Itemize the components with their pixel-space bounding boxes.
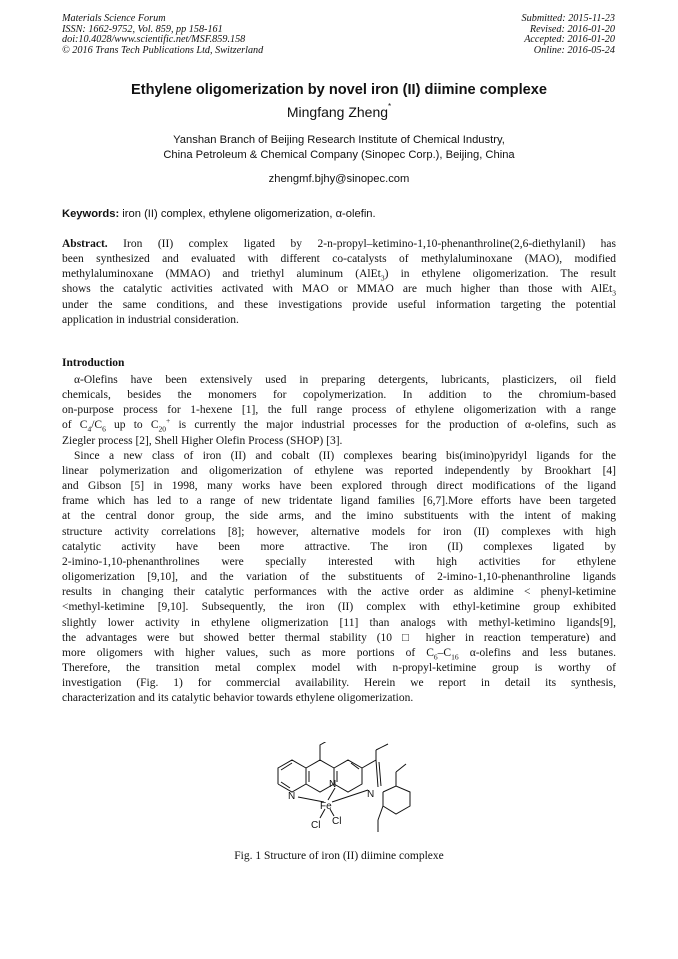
online-date: Online: 2016-05-24 (533, 44, 615, 56)
abstract-line: under the same conditions, and these investigations provide useful information targeting the potential (62, 298, 616, 311)
affiliation-line: Yanshan Branch of Beijing Research Institute of Chemical Industry, (173, 134, 505, 146)
paragraph-line: catalytic activity have been more attractive. The iron (II) complexes ligated by (62, 540, 616, 553)
paper-title: Ethylene oligomerization by novel iron (II) diimine complexe (131, 82, 547, 98)
dates-header (522, 14, 615, 56)
keywords-text: iron (II) complex, ethylene oligomerization, α-olefin. (119, 208, 376, 220)
paragraph-line: slightly lower activity in ethylene oligmerization [11] than analogs with methyl-ketimino ligands[9], (62, 616, 616, 629)
affiliation-line: China Petroleum & Chemical Company (Sinopec Corp.), Beijing, China (163, 148, 515, 161)
keywords-label: Keywords: (62, 208, 120, 220)
section-heading-introduction: Introduction (62, 357, 125, 369)
paragraph-line: <methyl-ketimine [9,10]. Subsequently, the iron (II) complex with ethyl-ketimine group exhibited (62, 601, 616, 614)
paragraph-line: and Gibson [5] in 1998, many works have been explored through direct modifications of the ligand (62, 480, 616, 493)
author-line (0, 104, 678, 120)
iron-diimine-structure-diagram (268, 742, 418, 842)
paragraph-line: structure activity correlations [8]; however, alternative models for iron (II) complexes with high (62, 525, 616, 538)
paragraph-line: Ziegler process [2], Shell Higher Olefin Process (SHOP) [3]. (62, 434, 343, 447)
abstract-line: Abstract. Iron (II) complex ligated by 2-n-propyl–ketimino-1,10-phenanthroline(2,6-diethylanil) has (62, 238, 616, 250)
paragraph-line: the advantages were but showed better thermal stability (10 □ higher in reaction temperature) and (62, 631, 616, 644)
paragraph-line: 2-imino-1,10-phenanthrolines were specially interested with high activities for ethylene (62, 555, 616, 568)
submitted-date: Submitted: 2015-11-23 (521, 13, 615, 24)
atom-label-fe: Fe (320, 801, 332, 812)
copyright-line: © 2016 Trans Tech Publications Ltd, Switzerland (62, 44, 264, 56)
paragraph-line: chemicals, besides the monomers for copolymerization. In addition to the chromium-based (62, 389, 616, 402)
atom-label-cl: Cl (332, 816, 342, 827)
paragraph-line: of $C_4/C_6$ up to $C_{20}^+$ is currently the major industrial processes for the production of α-olefins, such as (62, 416, 616, 434)
affiliation (0, 133, 678, 162)
author-email[interactable]: zhengmf.bjhy@sinopec.com (268, 173, 410, 185)
paragraph-line: frame which has led to a range of new tridentate ligand families [6,7].More efforts have been targeted (62, 495, 616, 508)
issn-line: ISSN: 1662-9752, Vol. 859, pp 158-161 (62, 23, 223, 35)
doi-line: doi:10.4028/www.scientific.net/MSF.859.158 (62, 34, 246, 46)
atom-label-n: N (367, 789, 375, 800)
atom-label-n: N (288, 791, 296, 802)
abstract-line: been synthesized and evaluated with different co-catalysts of methylaluminoxane (MAO), modified (62, 253, 616, 266)
abstract-line: application in industrial consideration. (62, 313, 239, 326)
keywords (62, 208, 616, 220)
paragraph-line: Since a new class of iron (II) and cobalt (II) complexes bearing bis(imino)pyridyl ligands for the (74, 449, 616, 462)
author-name: Mingfang Zheng (286, 104, 389, 120)
paragraph-line: Therefore, the transition metal complex model with n-propyl-ketimine group is worthy of (62, 661, 616, 674)
journal-name: Materials Science Forum (62, 13, 166, 24)
abstract (62, 237, 616, 328)
paragraph-line: at the central donor group, the side arms, and the imino substituents with the intent of making (62, 510, 616, 523)
abstract-label: Abstract. (62, 238, 108, 250)
journal-header (62, 14, 263, 56)
atom-label-cl: Cl (311, 820, 321, 831)
paragraph-line: α-Olefins have been extensively used in preparing detergents, lubricants, plasticizers, oil field (74, 374, 616, 386)
figure-caption: Fig. 1 Structure of iron (II) diimine complexe (234, 850, 444, 862)
revised-date: Revised: 2016-01-20 (529, 23, 615, 35)
paragraph-line: linear polymerization and oligomerization of ethylene was reported independently by Brookhart [4] (62, 464, 616, 477)
paragraph-line: oligomerization [9,10], and the variation of the substituents of 2-imino-1,10-phenanthroline ligands (62, 571, 616, 584)
paragraph-line: characterization and its catalytic behavior towards ethylene oligomerization. (62, 692, 414, 705)
atom-label-n: N (329, 779, 337, 790)
abstract-line: shows the catalytic activities activated with MAO or MMAO are much higher than those with AlEt$_3$ (62, 283, 616, 298)
degree-symbol-glyph: □ (401, 631, 416, 644)
paragraph-line: investigation (Fig. 1) for commercial availability. Herein we report in detail its synthesis, (62, 677, 616, 690)
corresponding-mark: * (388, 102, 392, 112)
paragraph-line: results in changing their catalytic performances with the active order as aldimine < phenyl-ketimine (62, 586, 616, 599)
accepted-date: Accepted: 2016-01-20 (524, 34, 615, 46)
introduction-body (62, 373, 616, 706)
paragraph-line: more oligomers with higher values, such as more portions of $C_6-C_{16}$ α-olefins and less butanes. (62, 646, 616, 662)
paragraph-line: on-purpose process for 1-hexene [1], the full range process of ethylene oligomerization with a range (62, 404, 616, 417)
structure-bonds (278, 742, 410, 832)
abstract-line: methylaluminoxane (MMAO) and triethyl aluminum (AlEt$_3$) in ethylene oligomerization. The result (62, 268, 617, 283)
